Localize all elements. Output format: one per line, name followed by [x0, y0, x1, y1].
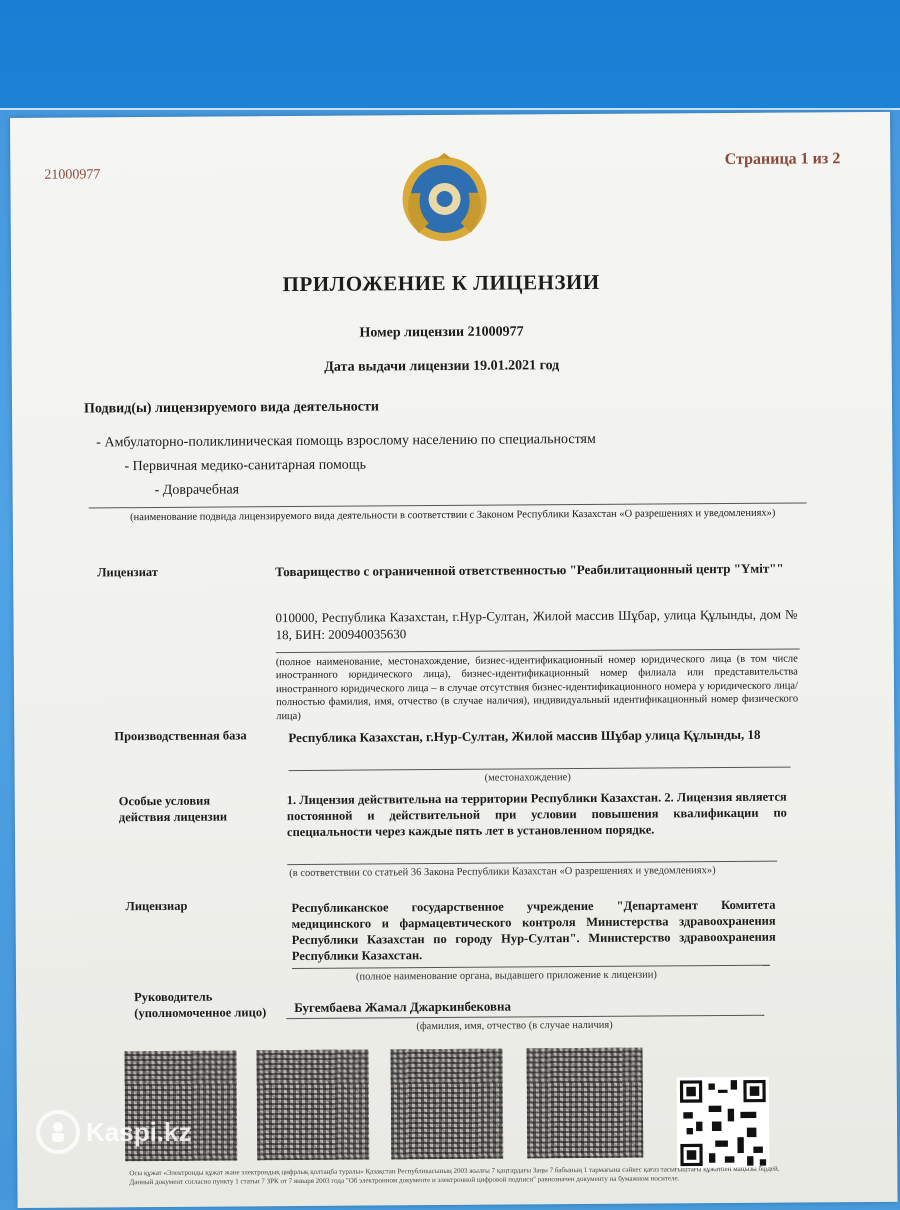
licensor-value: Республиканское государственное учреждение "Департамент Комитета медицинского и фармацевтического контроля Министерства здравоохранения Республики Казахстан по городу Нур-Султан". Министерство здравоохранения Республики Казахстан.	[291, 897, 776, 964]
subtype-item: - Амбулаторно-поликлиническая помощь взрослому населению по специальностям	[96, 431, 596, 451]
licensee-address: 010000, Республика Казахстан, г.Нур-Султан, Жилой массив Шұбар, улица Құлынды, дом № 18, БИН: 200940035630	[275, 606, 798, 642]
production-base-note: (местонахождение)	[484, 772, 571, 784]
licensee-note: (полное наименование, местонахождение, бизнес-идентификационный номер юридического лица (в том числе иностранного юридического лица), бизнес-идентификационный номер филиала или представительства иностранного юридического лица – в случае отсутствия бизнес-идентификационного номера у юридического лица/полностью фамилия, имя, отчество (в случае наличия), индивидуальный идентификационный номер физического лица)	[275, 653, 799, 722]
special-conditions-label: Особые условия действия лицензии	[118, 793, 228, 825]
licensee-name: Товарищество с ограниченной ответственностью "Реабилитационный центр "Үміт""	[275, 560, 784, 580]
document-title: ПРИЛОЖЕНИЕ К ЛИЦЕНЗИИ	[282, 269, 600, 297]
page-indicator: Страница 1 из 2	[724, 150, 841, 169]
production-base-value: Республика Казахстан, г.Нур-Султан, Жилой массив Шұбар улица Құлынды, 18	[288, 726, 761, 746]
signature-code-image	[391, 1049, 504, 1160]
licensor-note: (полное наименование органа, выдавшего приложение к лицензии)	[355, 969, 657, 983]
head-name: Бугембаева Жамал Джаркинбековна	[294, 998, 512, 1016]
qr-code-icon	[677, 1077, 770, 1170]
legal-footer: Осы құжат «Электронды құжат және электрондық цифрлық қолтаңба туралы» Қазақстан Республикасының 2003 жылғы 7 қаңтардағы Заңы 7 бабының 1 тармағына сәйкес қағаз тасығыштағы құжатпен маңызы бірдей. Данный документ согласно пункту 1 статьи 7 ЗРК от 7 января 2003 года "Об электронном документе и электронной цифровой подписи" равнозначен документу на бумажном носителе.	[129, 1164, 780, 1186]
watermark-text: Kaspi.kz	[86, 1116, 192, 1147]
license-document	[10, 112, 898, 1208]
head-note: (фамилия, имя, отчество (в случае наличия)	[416, 1019, 613, 1033]
document-number: 21000977	[44, 167, 101, 183]
kaspi-logo-icon	[36, 1110, 80, 1154]
special-conditions-value: 1. Лицензия действительна на территории Республики Казахстан. 2. Лицензия является постоянной и действительной при условии повышения квалификации по специальности через каждые пять лет в установленном порядке.	[286, 789, 787, 840]
state-emblem-icon	[398, 153, 491, 246]
signature-code-image	[527, 1048, 644, 1159]
licensee-label: Лицензиат	[97, 564, 158, 580]
license-number: Номер лицензии 21000977	[359, 324, 524, 341]
licensor-label: Лицензиар	[125, 898, 188, 914]
signature-code-image	[257, 1050, 370, 1161]
issue-date: Дата выдачи лицензии 19.01.2021 год	[324, 358, 560, 375]
divider	[292, 965, 770, 969]
subtype-note: (наименование подвида лицензируемого вида деятельности в соответствии с Законом Республики Казахстан «О разрешениях и уведомлениях»)	[130, 507, 776, 524]
production-base-label: Производственная база	[114, 728, 247, 744]
subtype-heading: Подвид(ы) лицензируемого вида деятельности	[83, 399, 379, 417]
special-conditions-note: (в соответствии со статьей 36 Закона Республики Казахстан «О разрешениях и уведомлениях»)	[289, 865, 716, 880]
divider	[289, 767, 791, 772]
subtype-item: - Первичная медико-санитарная помощь	[124, 457, 366, 475]
head-label: Руководитель (уполномоченное лицо)	[134, 989, 267, 1021]
subtype-item: - Доврачебная	[154, 482, 240, 498]
site-watermark	[36, 1110, 192, 1154]
